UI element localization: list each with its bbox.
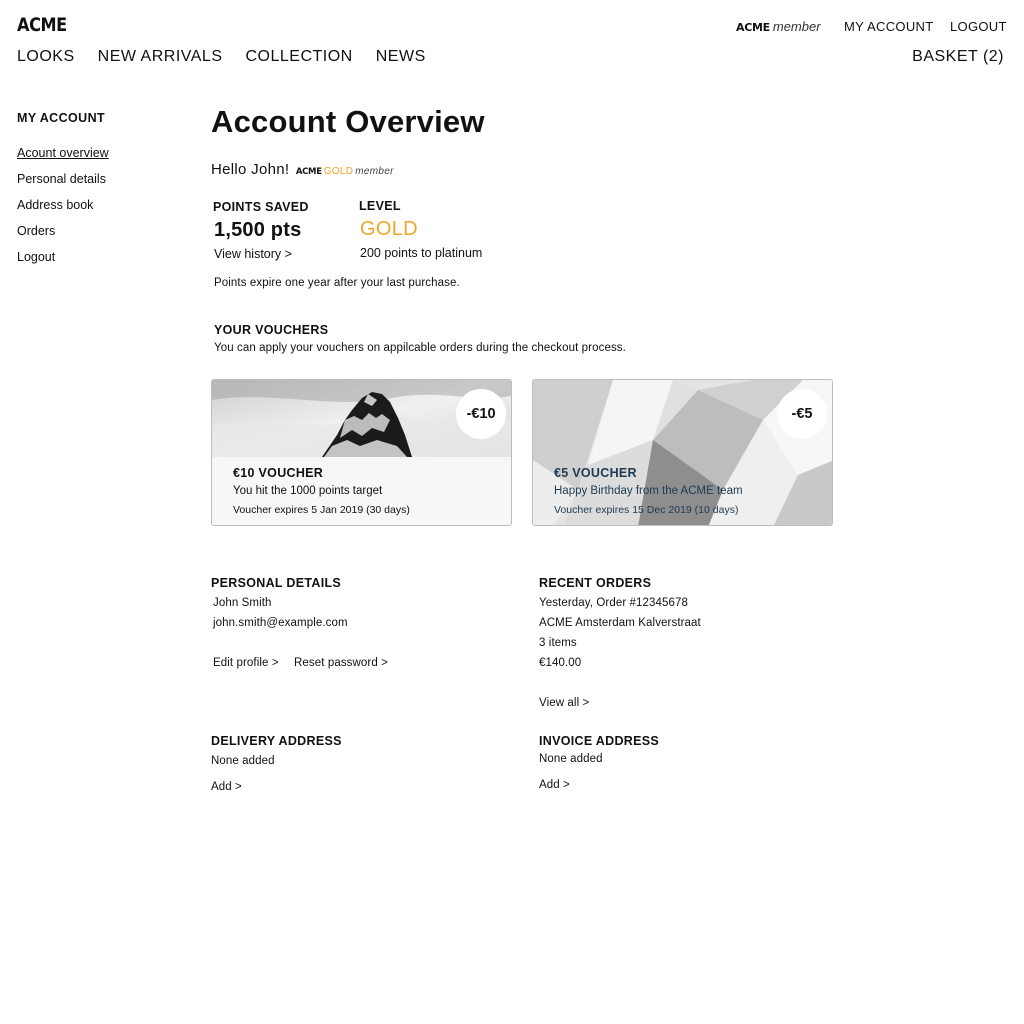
level-value: GOLD bbox=[360, 218, 418, 240]
add-invoice-address-link[interactable]: Add > bbox=[539, 779, 570, 791]
sidebar-item-logout[interactable]: Logout bbox=[17, 250, 56, 264]
view-history-link[interactable]: View history > bbox=[214, 247, 292, 261]
order-store: ACME Amsterdam Kalverstraat bbox=[539, 617, 701, 629]
voucher-discount-badge: -€5 bbox=[777, 389, 827, 439]
member-brand bbox=[736, 19, 821, 34]
my-account-link[interactable]: MY ACCOUNT bbox=[844, 19, 934, 34]
personal-name: John Smith bbox=[213, 597, 272, 609]
main-nav bbox=[17, 48, 426, 66]
recent-orders-title: RECENT ORDERS bbox=[539, 576, 652, 590]
order-total: €140.00 bbox=[539, 657, 582, 669]
member-brand-logo: ACME bbox=[736, 21, 770, 34]
basket-link[interactable]: BASKET (2) bbox=[912, 48, 1004, 65]
sidebar-item-orders[interactable]: Orders bbox=[17, 224, 56, 238]
tier-brand: ACME bbox=[295, 167, 322, 177]
greeting-text: Hello John! bbox=[211, 161, 290, 178]
edit-profile-link[interactable]: Edit profile > bbox=[213, 657, 279, 669]
voucher-description: Happy Birthday from the ACME team bbox=[554, 485, 743, 497]
sidebar-title: MY ACCOUNT bbox=[17, 111, 106, 125]
delivery-address-title: DELIVERY ADDRESS bbox=[211, 734, 342, 748]
invoice-address-title: INVOICE ADDRESS bbox=[539, 734, 660, 748]
voucher-description: You hit the 1000 points target bbox=[233, 485, 383, 497]
invoice-address-status: None added bbox=[539, 753, 603, 765]
voucher-title: €5 VOUCHER bbox=[554, 466, 637, 480]
tier-badge: GOLD bbox=[323, 166, 354, 177]
tier-member: member bbox=[355, 166, 394, 177]
sidebar-item-personal-details[interactable]: Personal details bbox=[17, 172, 106, 186]
points-expiry-note: Points expire one year after your last purchase. bbox=[214, 277, 460, 289]
points-value: 1,500 pts bbox=[214, 219, 302, 241]
reset-password-link[interactable]: Reset password > bbox=[294, 657, 388, 669]
voucher-card-10[interactable] bbox=[211, 379, 512, 526]
voucher-title: €10 VOUCHER bbox=[233, 466, 324, 480]
voucher-card-5[interactable] bbox=[532, 379, 833, 526]
order-date-number: Yesterday, Order #12345678 bbox=[539, 597, 689, 609]
nav-news[interactable]: NEWS bbox=[375, 48, 426, 65]
nav-looks[interactable]: LOOKS bbox=[17, 48, 75, 65]
vouchers-title: YOUR VOUCHERS bbox=[214, 323, 329, 337]
page-title: Account Overview bbox=[211, 104, 485, 139]
greeting bbox=[211, 161, 394, 178]
add-delivery-address-link[interactable]: Add > bbox=[211, 781, 242, 793]
personal-email: john.smith@example.com bbox=[213, 617, 348, 629]
acme-logo[interactable]: ACME bbox=[17, 14, 67, 36]
nav-collection[interactable]: COLLECTION bbox=[245, 48, 353, 65]
level-note: 200 points to platinum bbox=[360, 246, 483, 260]
nav-new-arrivals[interactable]: NEW ARRIVALS bbox=[97, 48, 223, 65]
personal-details-title: PERSONAL DETAILS bbox=[211, 576, 342, 590]
sidebar-menu bbox=[17, 146, 109, 276]
member-brand-word: member bbox=[772, 19, 821, 34]
order-items: 3 items bbox=[539, 637, 577, 649]
level-label: LEVEL bbox=[359, 199, 401, 213]
sidebar-item-account-overview[interactable]: Acount overview bbox=[17, 146, 109, 160]
logout-link[interactable]: LOGOUT bbox=[950, 19, 1007, 34]
vouchers-subtitle: You can apply your vouchers on appilcable orders during the checkout process. bbox=[214, 342, 626, 354]
voucher-discount-badge: -€10 bbox=[456, 389, 506, 439]
voucher-expiry: Voucher expires 15 Dec 2019 (10 days) bbox=[554, 504, 739, 516]
view-all-orders-link[interactable]: View all > bbox=[539, 697, 590, 709]
sidebar-item-address-book[interactable]: Address book bbox=[17, 198, 94, 212]
voucher-expiry: Voucher expires 5 Jan 2019 (30 days) bbox=[233, 504, 410, 516]
delivery-address-status: None added bbox=[211, 755, 275, 767]
points-label: POINTS SAVED bbox=[213, 200, 309, 214]
